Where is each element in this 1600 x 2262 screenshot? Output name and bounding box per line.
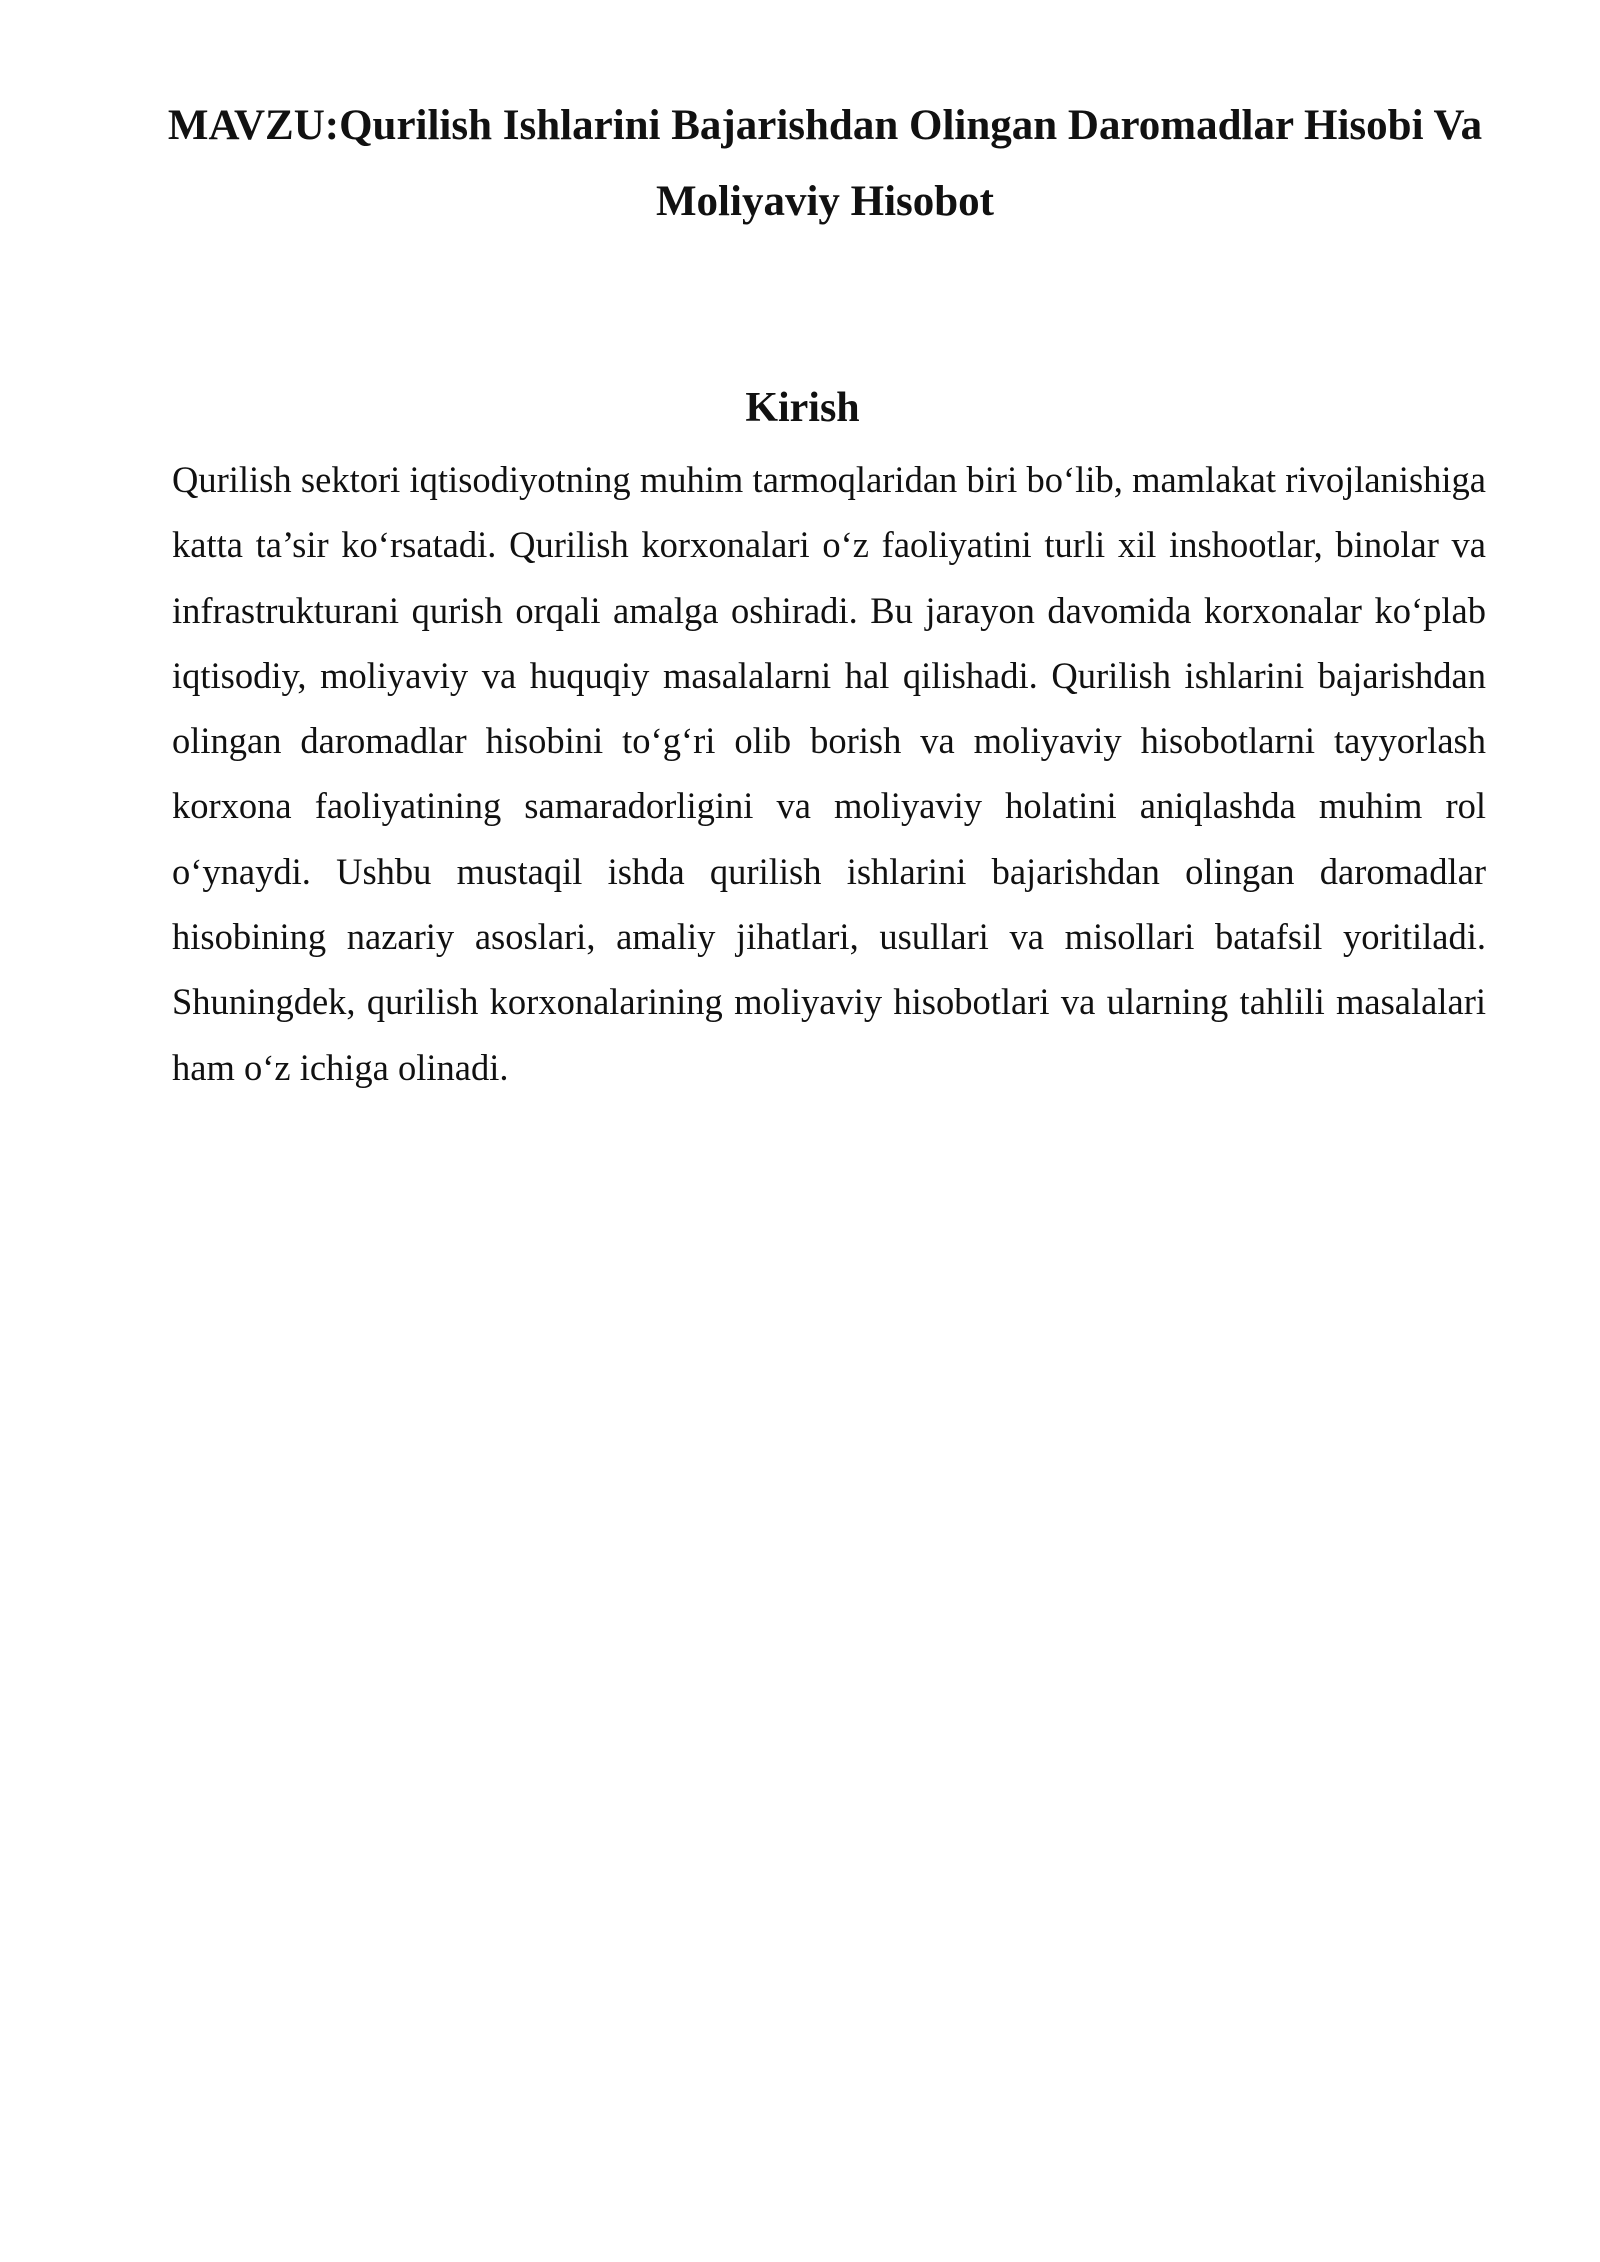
section-heading-kirish: Kirish [745, 385, 860, 431]
intro-paragraph: Qurilish sektori iqtisodiyotning muhim tarmoqlaridan biri bo‘lib, mamlakat rivojlanishiga katta ta’sir ko‘rsatadi. Qurilish korxonalari o‘z faoliyatini turli xil inshootlar, binolar va infrastrukturani qurish orqali amalga oshiradi. Bu jarayon davomida korxonalar ko‘plab iqtisodiy, moliyaviy va huquqiy masalalarni hal qilishadi. Qurilish ishlarini bajarishdan olingan daromadlar hisobini to‘g‘ri olib borish va moliyaviy hisobotlarni tayyorlash korxona faoliyatining samaradorligini va moliyaviy holatini aniqlashda muhim rol o‘ynaydi. Ushbu mustaqil ishda qurilish ishlarini bajarishdan olingan daromadlar hisobining nazariy asoslari, amaliy jihatlari, usullari va misollari batafsil yoritiladi. Shuningdek, qurilish korxonalarining moliyaviy hisobotlari va ularning tahlili masalalari ham o‘z ichiga olinadi. [172, 459, 1486, 1088]
document-title: MAVZU:Qurilish Ishlarini Bajarishdan Olingan Daromadlar Hisobi Va Moliyaviy Hisobot [167, 102, 1483, 225]
